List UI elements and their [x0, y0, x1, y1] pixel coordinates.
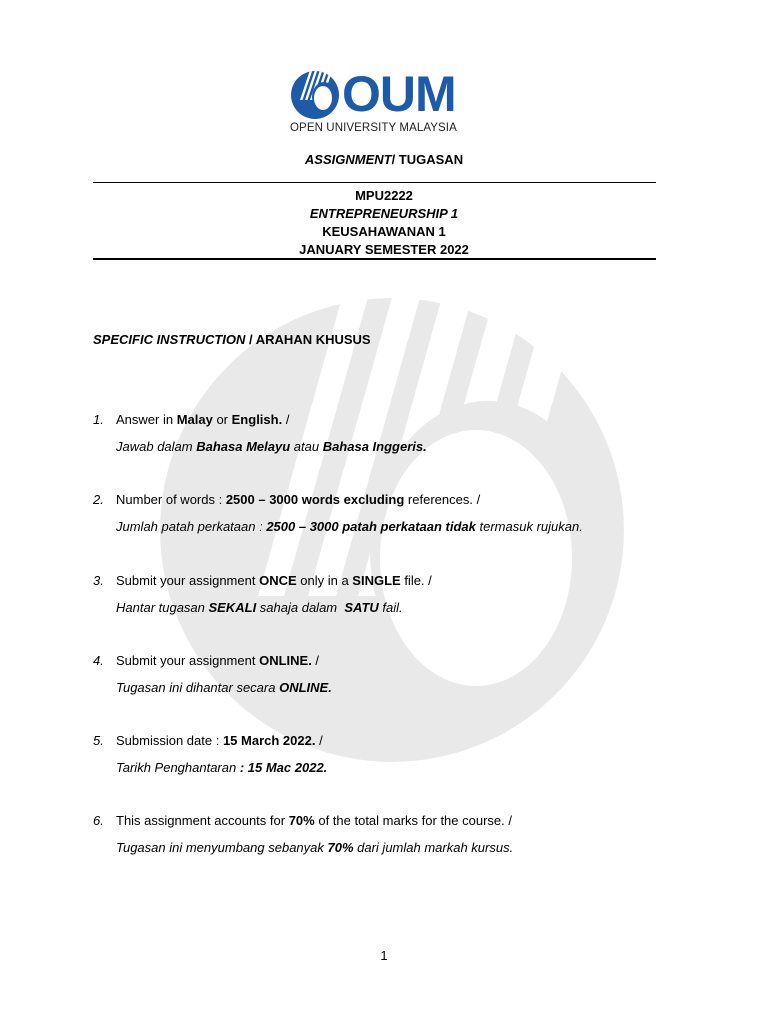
item-text-ms: Jumlah patah perkataan : 2500 – 3000 patah perkataan tidak termasuk rujukan. [116, 519, 583, 534]
item-text-en: This assignment accounts for 70% of the total marks for the course. / [116, 813, 512, 828]
assignment-title [0, 152, 768, 167]
item-number: 2. [93, 492, 104, 507]
header-divider [93, 182, 656, 183]
course-name-en: ENTREPRENEURSHIP 1 [309, 206, 459, 221]
item-number: 4. [93, 653, 104, 668]
item-text-ms: Jawab dalam Bahasa Melayu atau Bahasa Inggeris. [116, 439, 427, 454]
instructions-heading-en: SPECIFIC INSTRUCTION [93, 332, 246, 347]
logo-subtitle: OPEN UNIVERSITY MALAYSIA [290, 122, 457, 134]
item-number: 6. [93, 813, 104, 828]
item-text-en: Submit your assignment ONLINE. / [116, 653, 320, 668]
item-text-ms: Tugasan ini menyumbang sebanyak 70% dari jumlah markah kursus. [116, 840, 514, 855]
course-code: MPU2222 [355, 188, 413, 203]
item-text-ms: Hantar tugasan SEKALI sahaja dalam SATU fail. [116, 600, 403, 615]
item-text-en: Answer in Malay or English. / [116, 412, 290, 427]
item-number: 5. [93, 733, 104, 748]
course-name-ms: KEUSAHAWANAN 1 [322, 224, 446, 239]
instructions-heading-sep: / [245, 332, 256, 347]
header-bottom-rule [93, 258, 656, 260]
logo-wordmark: OUM [342, 66, 456, 122]
semester: JANUARY SEMESTER 2022 [299, 242, 469, 257]
item-text-en: Submission date : 15 March 2022. / [116, 733, 323, 748]
page-number: 1 [380, 948, 388, 963]
assignment-title-ms: / TUGASAN [391, 152, 464, 167]
instructions-heading-ms: ARAHAN KHUSUS [255, 332, 371, 347]
oum-logo [290, 66, 470, 136]
item-text-en: Submit your assignment ONCE only in a SINGLE file. / [116, 573, 432, 588]
instructions-heading [93, 332, 371, 347]
item-text-en: Number of words : 2500 – 3000 words excluding references. / [116, 492, 481, 507]
oum-emblem-icon [290, 70, 340, 120]
item-text-ms: Tarikh Penghantaran : 15 Mac 2022. [116, 760, 328, 775]
item-text-ms: Tugasan ini dihantar secara ONLINE. [116, 680, 332, 695]
item-number: 1. [93, 412, 104, 427]
assignment-title-en: ASSIGNMENT [304, 152, 392, 167]
item-number: 3. [93, 573, 104, 588]
